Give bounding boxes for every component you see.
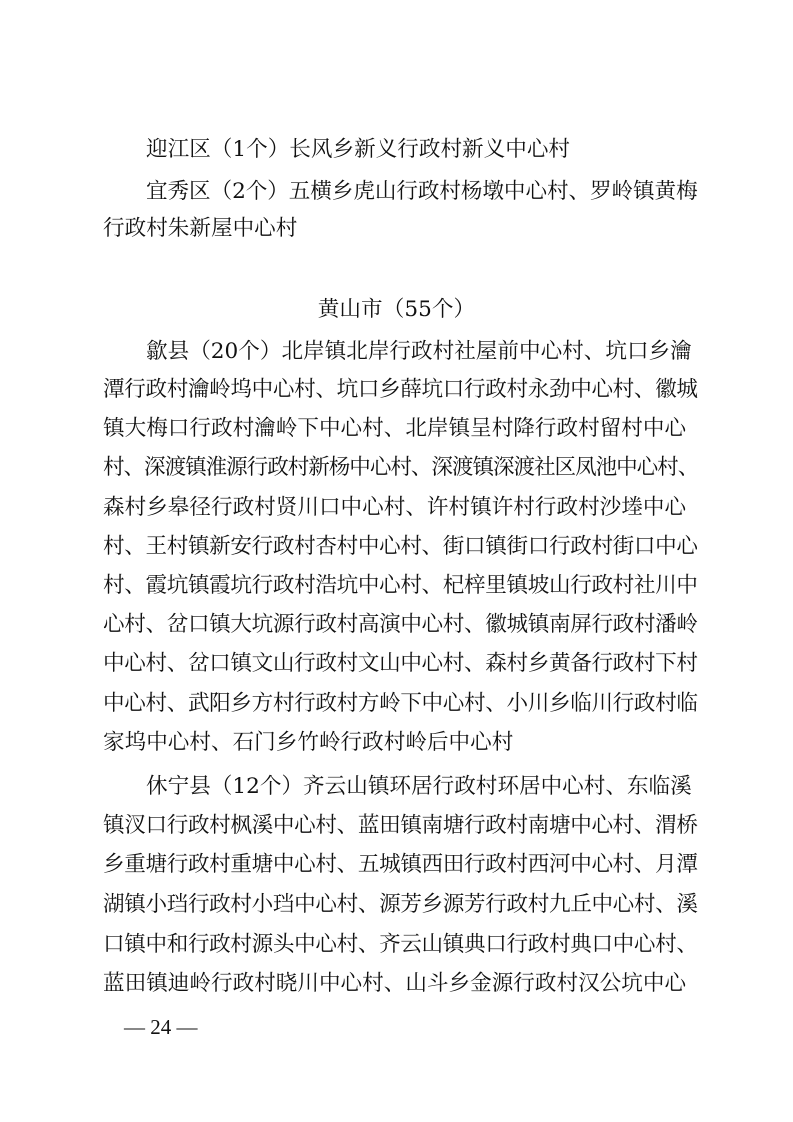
paragraph-shexian-line-3: 镇大梅口行政村瀹岭下中心村、北岸镇呈村降行政村留村中心 (103, 416, 687, 441)
paragraph-xiuning-line-1: 休宁县（12个）齐云山镇环居行政村环居中心村、东临溪 (146, 774, 692, 799)
paragraph-xiuning-line-6: 蓝田镇迪岭行政村晓川中心村、山斗乡金源行政村汉公坑中心 (103, 971, 687, 996)
paragraph-shexian-line-10: 中心村、武阳乡方村行政村方岭下中心村、小川乡临川行政村临 (103, 691, 698, 716)
paragraph-xiuning-line-5: 口镇中和行政村源头中心村、齐云山镇典口行政村典口中心村、 (103, 932, 698, 957)
paragraph-shexian-line-9: 中心村、岔口镇文山行政村文山中心村、森村乡黄备行政村下村 (103, 651, 698, 676)
paragraph-shexian-line-5: 森村乡皋径行政村贤川口中心村、许村镇许村行政村沙堘中心 (103, 495, 687, 520)
paragraph-yixiu-line-2: 行政村朱新屋中心村 (103, 216, 298, 241)
paragraph-yingjiang: 迎江区（1个）长风乡新义行政村新义中心村 (146, 137, 571, 162)
paragraph-shexian-line-7: 村、霞坑镇霞坑行政村浩坑中心村、杞梓里镇坡山行政村社川中 (103, 573, 698, 598)
paragraph-xiuning-line-4: 湖镇小珰行政村小珰中心村、源芳乡源芳行政村九丘中心村、溪 (103, 892, 698, 917)
paragraph-yixiu-line-1: 宜秀区（2个）五横乡虎山行政村杨墩中心村、罗岭镇黄梅 (146, 179, 698, 204)
paragraph-shexian-line-2: 潭行政村瀹岭坞中心村、坑口乡薛坑口行政村永劲中心村、徽城 (103, 377, 698, 402)
paragraph-shexian-line-8: 心村、岔口镇大坑源行政村高演中心村、徽城镇南屏行政村潘岭 (103, 612, 698, 637)
page-number: — 24 — (124, 1015, 198, 1039)
section-heading-huangshan: 黄山市（55个） (317, 297, 476, 322)
paragraph-shexian-line-11: 家坞中心村、石门乡竹岭行政村岭后中心村 (103, 730, 514, 755)
paragraph-shexian-line-6: 村、王村镇新安行政村杏村中心村、街口镇街口行政村街口中心 (103, 534, 698, 559)
paragraph-shexian-line-1: 歙县（20个）北岸镇北岸行政村社屋前中心村、坑口乡瀹 (146, 339, 692, 364)
paragraph-xiuning-line-3: 乡重塘行政村重塘中心村、五城镇西田行政村西河中心村、月潭 (103, 852, 698, 877)
paragraph-xiuning-line-2: 镇汊口行政村枫溪中心村、蓝田镇南塘行政村南塘中心村、渭桥 (103, 813, 698, 838)
paragraph-shexian-line-4: 村、深渡镇淮源行政村新杨中心村、深渡镇深渡社区凤池中心村、 (103, 455, 699, 480)
